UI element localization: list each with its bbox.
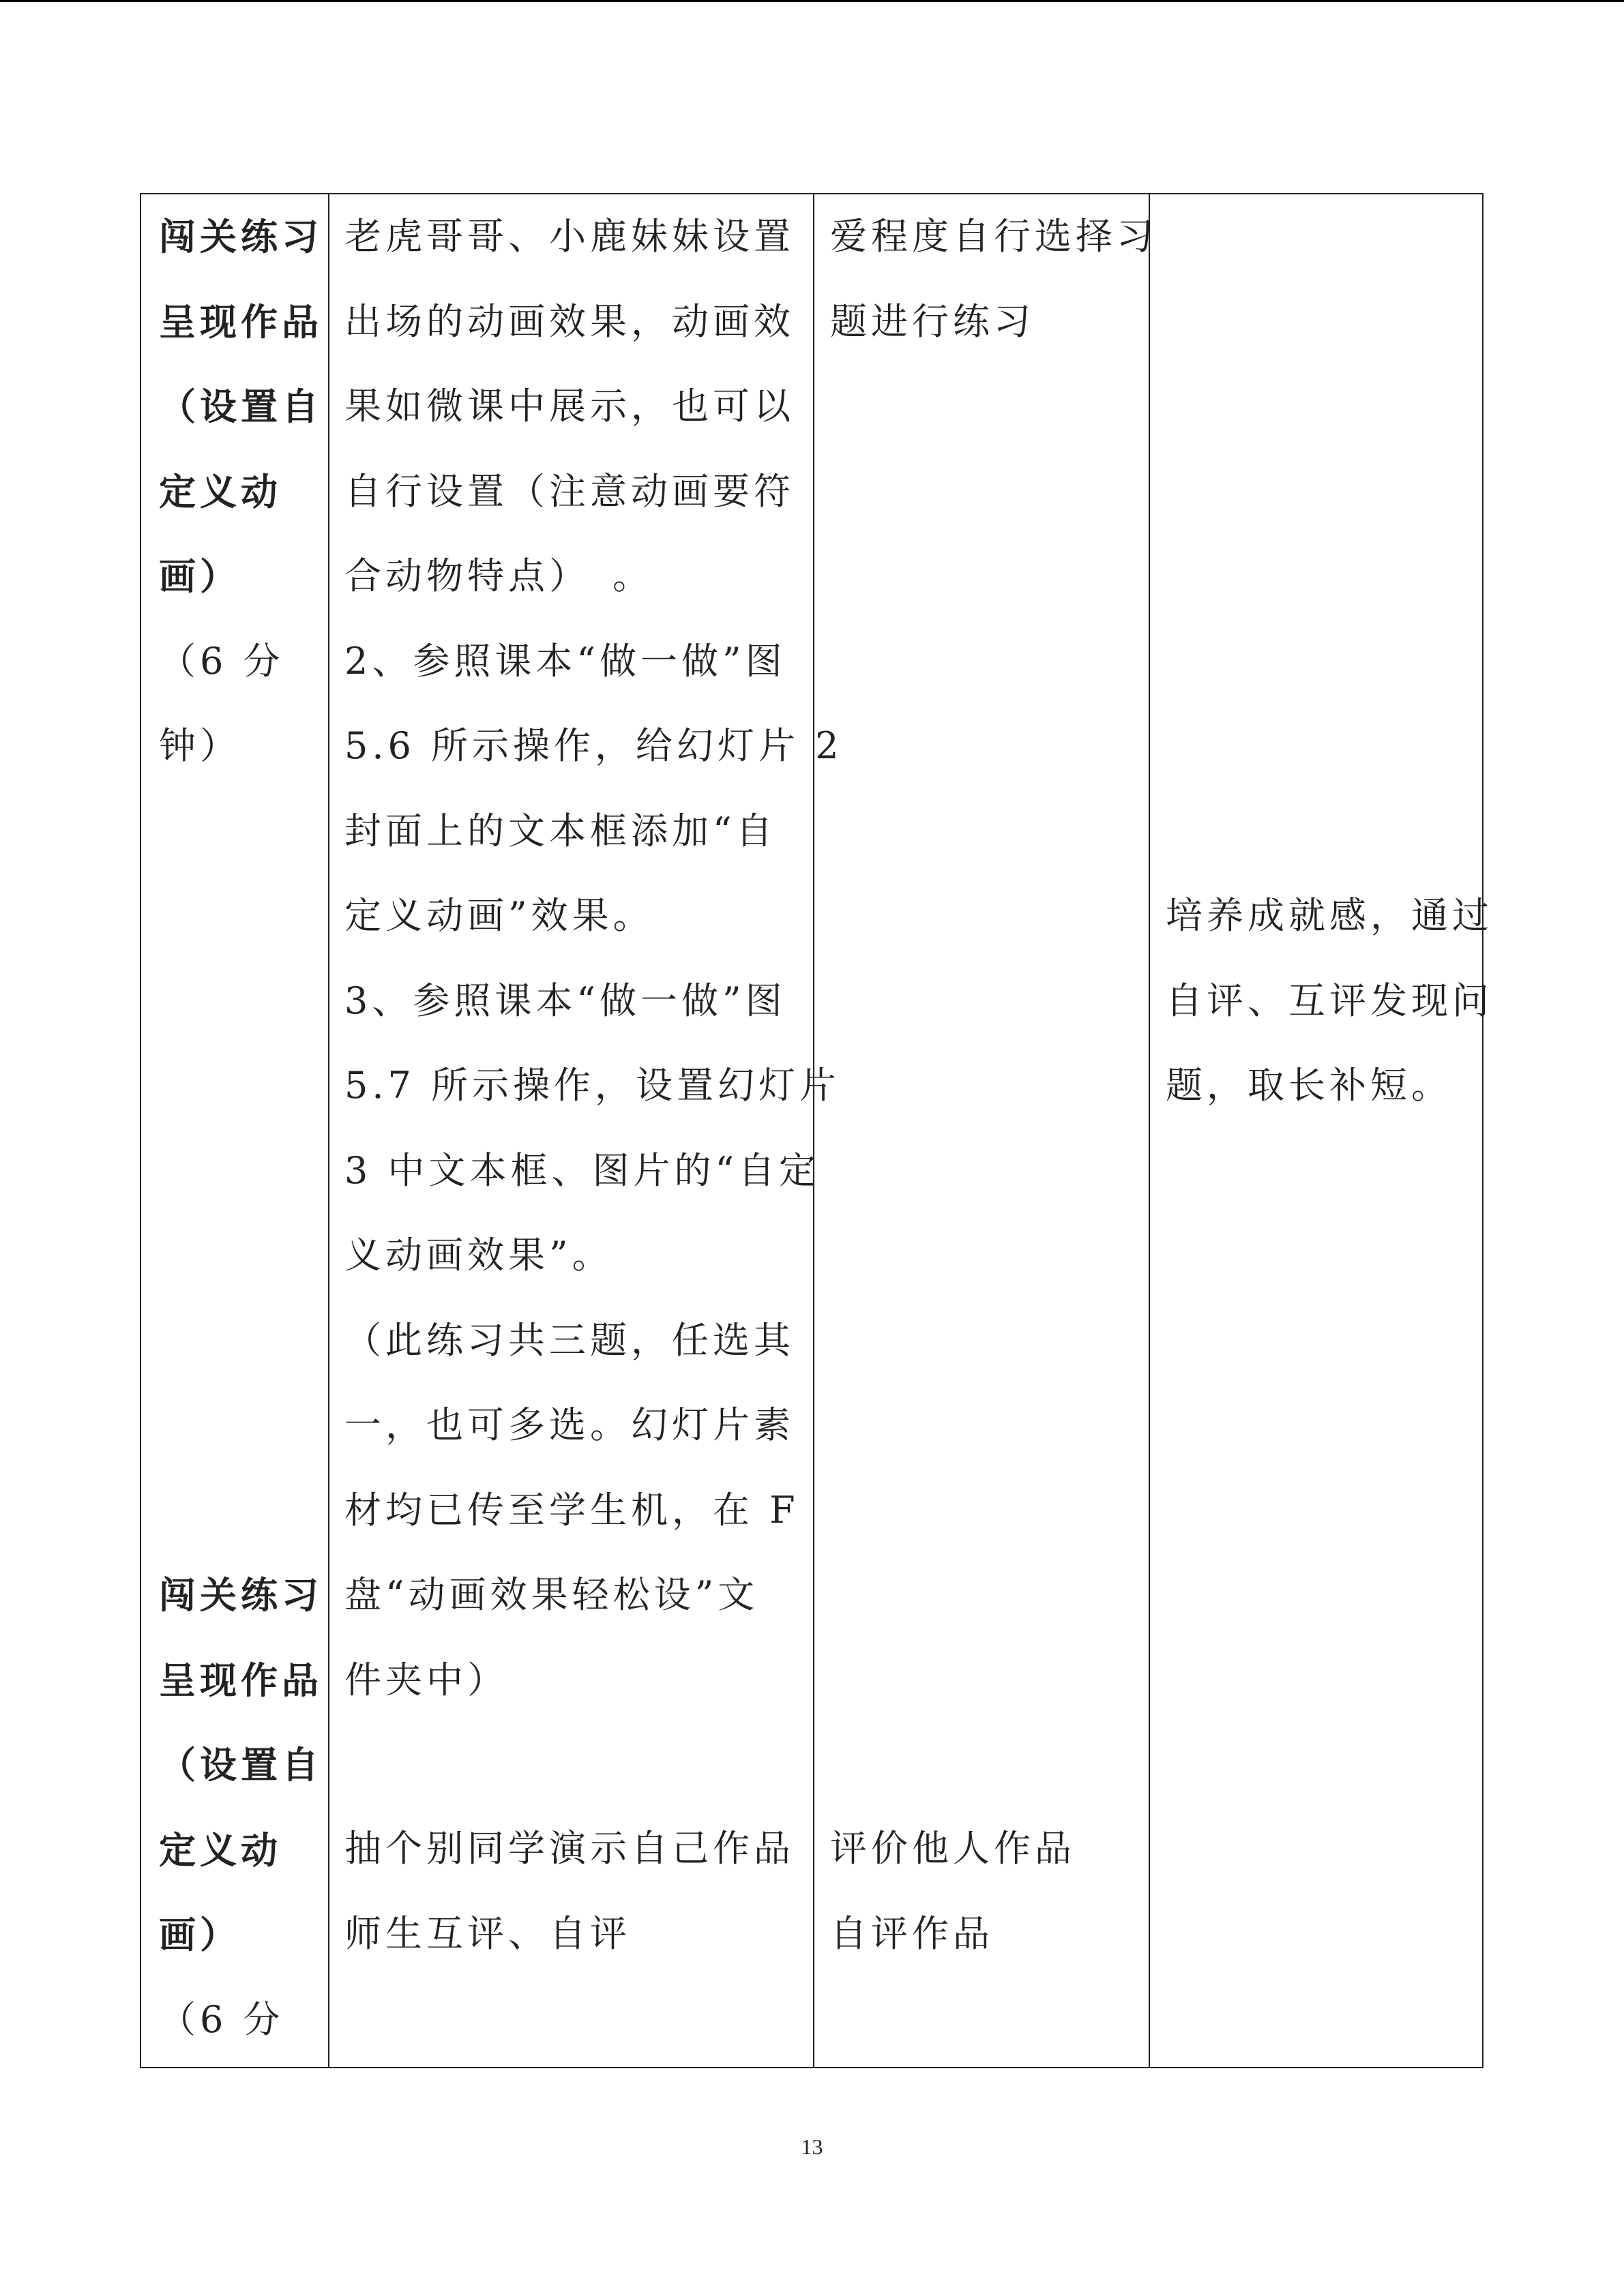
student-activity-block (830, 194, 1157, 364)
text-line: 盘“动画效果轻松设”文 (344, 1573, 759, 1616)
text-line: （6 分 (159, 1997, 284, 2041)
text-line: 师生互评、自评 (344, 1911, 631, 1955)
lesson-table (140, 193, 1493, 2068)
text-line (159, 1129, 323, 1214)
text-line: 画） (159, 1913, 241, 1956)
text-line: 封面上的文本框添加“自 (344, 809, 777, 852)
text-line: 钟） (159, 724, 241, 767)
page-top-border (0, 0, 1624, 2)
text-line: （设置自 (159, 1743, 323, 1787)
text-line: 合动物特点） 。 (344, 554, 653, 597)
text-line (159, 1298, 323, 1384)
text-line: 材均已传至学生机，在 F (344, 1488, 799, 1532)
stage-column (159, 194, 323, 2062)
text-line (159, 1043, 323, 1129)
text-line: 义动画效果”。 (344, 1234, 613, 1277)
text-line: 定义动 (159, 1828, 282, 1872)
text-line: 5.7 所示操作，设置幻灯片 (344, 1064, 841, 1107)
column-divider (328, 194, 329, 2067)
text-line: 呈现作品 (159, 1658, 323, 1702)
text-line: 3 中文本框、图片的“自定 (344, 1148, 821, 1192)
text-line: 评价他人作品 (830, 1827, 1076, 1870)
text-line: （设置自 (159, 385, 323, 428)
text-line: 闯关练习 (159, 215, 323, 258)
text-line: 5.6 所示操作，给幻灯片 2 (344, 724, 843, 767)
text-line: 题进行练习 (830, 299, 1035, 343)
text-line: 闯关练习 (159, 1573, 323, 1617)
text-line: 果如微课中展示，也可以 (344, 385, 795, 428)
text-line (159, 789, 323, 874)
text-line: 抽个别同学演示自己作品 (344, 1827, 795, 1870)
text-line: （此练习共三题，任选其 (344, 1318, 795, 1362)
text-line (159, 1468, 323, 1553)
text-line: （6 分 (159, 639, 284, 683)
text-line: 画） (159, 554, 241, 598)
text-line (159, 959, 323, 1044)
text-line: 老虎哥哥、小鹿妹妹设置 (344, 215, 795, 258)
text-line: 自行设置（注意动画要符 (344, 469, 795, 513)
column-divider (1149, 194, 1150, 2067)
teacher-activity-block (344, 194, 843, 1723)
text-line (159, 1383, 323, 1468)
student-evaluation-block (830, 1806, 1076, 1976)
text-line (159, 1213, 323, 1298)
text-line: 呈现作品 (159, 299, 323, 344)
design-intent-block (1166, 874, 1493, 1129)
text-line: 件夹中） (344, 1658, 508, 1701)
text-line: 出场的动画效果，动画效 (344, 299, 795, 343)
text-line: 培养成就感，通过 (1166, 894, 1493, 937)
text-line: 自评、互评发现问 (1166, 979, 1493, 1022)
text-line: 2、参照课本“做一做”图 (344, 639, 786, 683)
text-line: 题，取长补短。 (1166, 1064, 1452, 1107)
text-line: 3、参照课本“做一做”图 (344, 979, 786, 1022)
teacher-evaluation-block (344, 1806, 795, 1976)
text-line: 自评作品 (830, 1911, 994, 1955)
text-line: 爱程度自行选择习 (830, 215, 1157, 258)
page-number: 13 (801, 2134, 823, 2159)
text-line: 定义动 (159, 469, 282, 513)
text-line: 定义动画”效果。 (344, 894, 654, 937)
text-line: 一，也可多选。幻灯片素 (344, 1403, 795, 1446)
text-line (159, 874, 323, 959)
